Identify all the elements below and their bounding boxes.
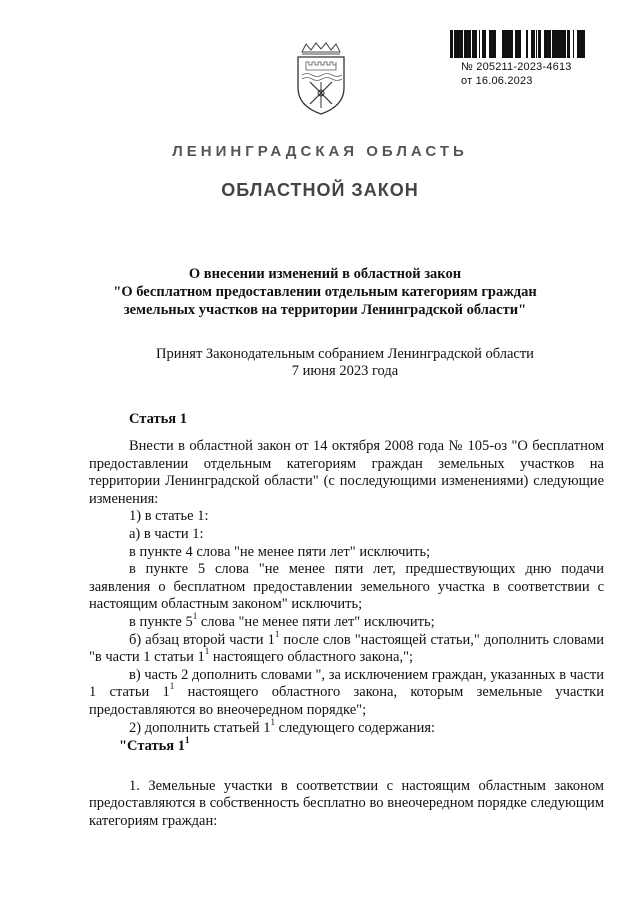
barcode-bar bbox=[556, 30, 557, 58]
law-title-line: земельных участков на территории Ленинградской области" bbox=[123, 302, 527, 318]
text-segment: б) абзац второй части 1 bbox=[129, 631, 275, 648]
barcode-bar bbox=[459, 30, 460, 58]
text-segment: 2) дополнить статьей 1 bbox=[129, 719, 271, 736]
text-segment: в) часть 2 дополнить словами ", за исключением граждан, указанных в части 1 статьи 1 bbox=[89, 666, 604, 701]
barcode-bar bbox=[485, 30, 486, 58]
barcode-bar bbox=[472, 30, 473, 58]
new-article-heading bbox=[89, 735, 604, 756]
barcode-bar bbox=[583, 30, 585, 58]
barcode-bar bbox=[573, 30, 574, 58]
registration-date: от 16.06.2023 bbox=[461, 75, 533, 87]
barcode-bar bbox=[450, 30, 451, 58]
new-article-paragraph: 1. Земельные участки в соответствии с настоящим областным законом предоставляются в собственность бесплатно во внеочередном порядке следующим категориям граждан: bbox=[89, 777, 604, 829]
law-title-line: О внесении изменений в областной закон bbox=[188, 266, 462, 282]
adoption-date: 7 июня 2023 года bbox=[291, 363, 399, 379]
text-segment: "Статья 1 bbox=[119, 738, 186, 755]
barcode-bar bbox=[552, 30, 553, 58]
superscript: 1 bbox=[270, 716, 276, 727]
barcode-bar bbox=[548, 30, 550, 58]
superscript: 1 bbox=[192, 611, 198, 622]
barcode-bar bbox=[534, 30, 535, 58]
article-body bbox=[89, 438, 604, 830]
barcode-bar bbox=[526, 30, 527, 58]
barcode-bar bbox=[538, 30, 539, 58]
barcode-bar bbox=[475, 30, 477, 58]
adoption-line: Принят Законодательным собранием Ленинградской области bbox=[156, 346, 534, 362]
barcode-bar bbox=[544, 30, 547, 58]
barcode-bar bbox=[504, 30, 505, 58]
barcode-bar bbox=[509, 30, 511, 58]
barcode-bar bbox=[520, 30, 521, 58]
barcode-bar bbox=[502, 30, 504, 58]
barcode-bar bbox=[536, 30, 537, 58]
list-item: а) в части 1: bbox=[129, 525, 204, 542]
barcode-bar bbox=[451, 30, 452, 58]
barcode-bar bbox=[517, 30, 520, 58]
text-segment: слова "не менее пяти лет" исключить; bbox=[197, 613, 435, 630]
list-item: в пункте 4 слова "не менее пяти лет" исключить; bbox=[129, 543, 431, 560]
barcode-bar bbox=[511, 30, 513, 58]
barcode-bar bbox=[482, 30, 484, 58]
barcode-bar bbox=[466, 30, 468, 58]
barcode-bar bbox=[464, 30, 466, 58]
superscript: 1 bbox=[169, 681, 175, 692]
barcode-bar bbox=[454, 30, 456, 58]
text-segment: настоящего областного закона,"; bbox=[209, 649, 414, 666]
barcode-bar bbox=[533, 30, 534, 58]
region-name: ЛЕНИНГРАДСКАЯ ОБЛАСТЬ bbox=[172, 143, 468, 160]
barcode-bar bbox=[479, 30, 480, 58]
barcode-bar bbox=[531, 30, 532, 58]
barcode-bar bbox=[490, 30, 491, 58]
barcode-bar bbox=[491, 30, 493, 58]
barcode-bar bbox=[468, 30, 471, 58]
barcode-bar bbox=[557, 30, 560, 58]
barcode-bar bbox=[532, 30, 533, 58]
barcode-bar bbox=[494, 30, 496, 58]
superscript: 1 bbox=[274, 628, 280, 639]
barcode-bar bbox=[560, 30, 563, 58]
list-item: 1) в статье 1: bbox=[129, 508, 209, 525]
text-segment: в пункте 5 bbox=[129, 613, 193, 630]
barcode-bar bbox=[577, 30, 579, 58]
list-item bbox=[89, 716, 604, 738]
article-heading: Статья 1 bbox=[129, 411, 187, 427]
barcode-bar bbox=[493, 30, 494, 58]
list-item bbox=[89, 628, 605, 667]
barcode-bar bbox=[563, 30, 566, 58]
barcode-bar bbox=[456, 30, 459, 58]
barcode-bar bbox=[540, 30, 541, 58]
coat-of-arms-icon bbox=[290, 42, 352, 116]
article-intro: Внести в областной закон от 14 октября 2008 года № 105-оз "О бесплатном предоставлении отдельным категориям граждан земельных участков на территории Ленинградской области" (с последующими изменениями) следующие изменения: bbox=[89, 438, 604, 507]
barcode-bar bbox=[484, 30, 485, 58]
law-title-line: "О бесплатном предоставлении отдельным категориям граждан bbox=[113, 284, 537, 300]
text-segment: следующего содержания: bbox=[275, 719, 436, 736]
law-type-heading: ОБЛАСТНОЙ ЗАКОН bbox=[221, 180, 419, 200]
barcode bbox=[450, 30, 585, 58]
barcode-bar bbox=[547, 30, 548, 58]
barcode-bar bbox=[579, 30, 582, 58]
barcode-bar bbox=[553, 30, 556, 58]
spacer bbox=[89, 756, 604, 778]
barcode-bar bbox=[505, 30, 506, 58]
list-item bbox=[89, 667, 604, 720]
barcode-bar bbox=[582, 30, 583, 58]
list-item bbox=[89, 611, 604, 632]
barcode-bar bbox=[527, 30, 528, 58]
barcode-bar bbox=[452, 30, 453, 58]
text-segment: после слов "настоящей статьи," дополнить словами "в части 1 статьи 1 bbox=[89, 631, 605, 666]
barcode-bar bbox=[473, 30, 475, 58]
law-title bbox=[0, 265, 640, 319]
barcode-bar bbox=[460, 30, 462, 58]
barcode-bar bbox=[506, 30, 509, 58]
superscript: 1 bbox=[204, 646, 210, 657]
barcode-bar bbox=[539, 30, 540, 58]
registration-block bbox=[461, 60, 572, 88]
text-segment: настоящего областного закона, которым земельные участки предоставляются во внеочередном порядке"; bbox=[89, 684, 604, 718]
registration-number: № 205211-2023-4613 bbox=[461, 61, 572, 73]
barcode-bar bbox=[550, 30, 551, 58]
barcode-bar bbox=[567, 30, 570, 58]
superscript: 1 bbox=[185, 735, 190, 746]
barcode-bar bbox=[462, 30, 463, 58]
barcode-bar bbox=[489, 30, 490, 58]
list-item: в пункте 5 слова "не менее пяти лет, предшествующих дню подачи заявления о бесплатном предоставлении земельного участка в соответствии с настоящим областным законом" исключить; bbox=[89, 561, 604, 613]
adoption-note bbox=[0, 346, 640, 380]
barcode-bar bbox=[515, 30, 517, 58]
